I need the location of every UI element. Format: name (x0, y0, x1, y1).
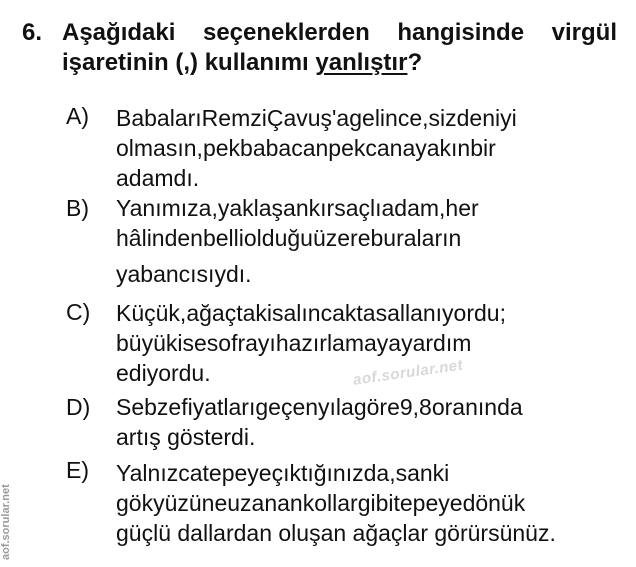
option-b-line-2: hâlindenbelliolduğuüzereburaların (116, 225, 462, 251)
option-a-text (116, 103, 611, 193)
option-e-text (116, 458, 611, 548)
option-d-letter: D) (66, 394, 91, 420)
option-a-line-3: adamdı. (116, 165, 200, 191)
option-a-line-2: olmasın,pekbabacanpekcanayakınbir (116, 135, 496, 161)
option-e-line-2: gökyüzüneuzanankollargibitepeyedönük (116, 490, 526, 516)
question-stem-line-2 (62, 48, 617, 78)
option-b-letter: B) (66, 195, 89, 221)
question-stem-line-1: Aşağıdaki seçeneklerden hangisinde virgül (62, 19, 617, 46)
option-c-letter: C) (66, 299, 91, 325)
option-b-line-1: Yanımıza,yaklaşankırsaçlıadam,her (116, 195, 479, 221)
option-e-letter: E) (66, 457, 89, 483)
option-c-line-3: ediyordu. (116, 360, 211, 386)
option-c-line-1: Küçük,ağaçtakisalıncaktasallanıyordu; (116, 300, 506, 326)
watermark-center: aof.sorular.net (352, 356, 465, 389)
question-stem-prefix: işaretinin (,) kullanımı (62, 49, 316, 76)
question-number: 6. (22, 19, 43, 46)
question-stem-underlined-word: yanlıştır (315, 49, 408, 76)
question-stem-suffix: ? (407, 49, 423, 76)
option-a-line-1: BabalarıRemziÇavuş'agelince,sizdeniyi (116, 105, 517, 131)
option-e-line-3: güçlü dallardan oluşan ağaçlar görürsünüz. (116, 520, 556, 546)
option-b-text (116, 193, 611, 289)
option-c-line-2: büyükisesofrayıhazırlamayayardım (116, 330, 472, 356)
watermark-side: aof.sorular.net (0, 484, 12, 560)
option-b-line-3: yabancısıydı. (116, 261, 252, 287)
option-d-text (116, 392, 611, 452)
question-stem (62, 18, 617, 78)
option-a-letter: A) (66, 103, 89, 129)
option-d-line-2: artış gösterdi. (116, 424, 256, 450)
option-e-line-1: Yalnızcatepeyeçıktığınızda,sanki (116, 460, 450, 486)
option-d-line-1: Sebzefiyatlarıgeçenyılagöre9,8oranında (116, 394, 523, 420)
